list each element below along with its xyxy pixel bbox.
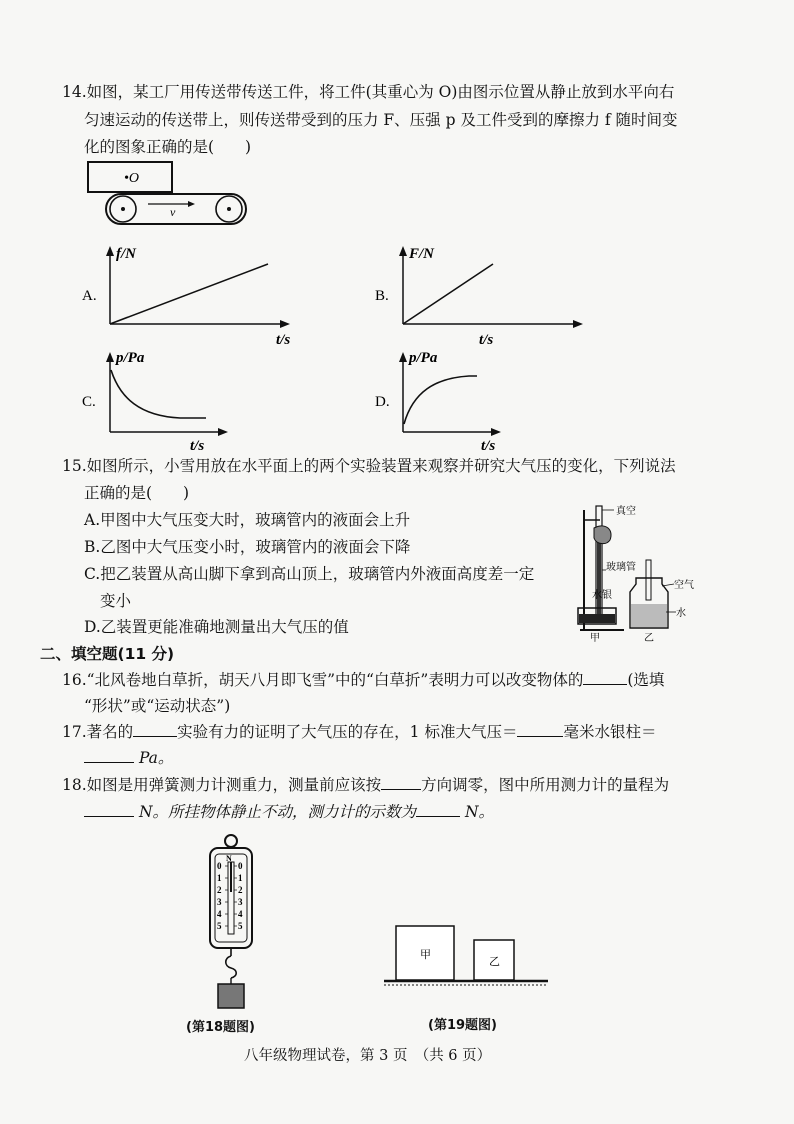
label-air: 空气 (674, 580, 694, 591)
arrowhead-icon (399, 352, 407, 362)
q15-stem1: 15.如图所示，小雪用放在水平面上的两个实验装置来观察并研究大气压的变化，下列说法 (62, 457, 676, 475)
graph-option-c (80, 346, 310, 454)
spring-scale-figure (198, 832, 264, 1014)
y-axis-label-c: p/Pa (116, 350, 145, 366)
q15-option-c2: 变小 (100, 592, 132, 610)
arrowhead-icon (218, 428, 228, 436)
arrowhead-icon (573, 320, 583, 328)
arrowhead-icon (280, 320, 290, 328)
label-yi: 乙 (644, 633, 654, 644)
block-jia-label: 甲 (420, 949, 431, 961)
q14-line3: 化的图象正确的是( ) (84, 138, 252, 156)
graph-option-a (80, 240, 310, 348)
scale-tick-1-right: 1 (238, 873, 243, 883)
option-label-b: B. (375, 288, 389, 304)
hook-ring (225, 835, 237, 847)
q16-text-1: 16.“北风卷地白草折，胡天八月即飞雪”中的“白草折”表明力可以改变物体的 (62, 671, 584, 689)
q17-line1 (62, 722, 656, 742)
arrowhead-icon (106, 246, 114, 256)
q17-text-2: 实验有力的证明了大气压的存在，1 标准大气压＝ (177, 723, 518, 741)
label-jia: 甲 (590, 633, 600, 644)
q16-line1 (62, 670, 664, 690)
curve-c (111, 370, 206, 418)
curve-a (110, 264, 268, 324)
label-water: 水 (676, 608, 686, 619)
q17-answer-blank-3[interactable] (84, 748, 134, 763)
q17-answer-blank-1[interactable] (133, 722, 177, 737)
x-axis-label-d: t/s (481, 438, 496, 454)
q17-line2 (84, 748, 173, 768)
q16-text-2: (选填 (627, 671, 665, 689)
x-axis-label-c: t/s (190, 438, 205, 454)
x-axis-label-b: t/s (479, 332, 494, 348)
scale-tick-0-right: 0 (238, 861, 243, 871)
scale-unit: N (226, 854, 232, 863)
q18-answer-blank-1[interactable] (381, 775, 421, 790)
y-axis-label-a: f/N (116, 246, 136, 262)
arrowhead-icon (188, 201, 195, 207)
q18-text-4: N。 (464, 803, 495, 821)
arrowhead-icon (106, 352, 114, 362)
q16-answer-blank[interactable] (583, 670, 627, 685)
q15-option-a: A.甲图中大气压变大时，玻璃管内的液面会上升 (84, 511, 411, 529)
graph-option-d (373, 346, 603, 454)
block-yi-label: 乙 (489, 956, 500, 968)
arrowhead-icon (491, 428, 501, 436)
q18-line2 (84, 802, 494, 822)
q17-text-3: 毫米水银柱＝ (563, 723, 657, 741)
scale-tick-4: 4 (217, 909, 222, 919)
label-vacuum: 真空 (616, 506, 636, 517)
scale-tick-5-right: 5 (238, 921, 243, 931)
option-label-d: D. (375, 394, 390, 410)
graph-option-b (373, 240, 603, 348)
blocks-figure (380, 920, 560, 990)
barometer-apparatus-figure (566, 500, 716, 645)
center-of-mass-label: •O (124, 171, 140, 186)
conveyor-belt-figure (80, 158, 260, 230)
q18-answer-blank-3[interactable] (416, 802, 460, 817)
q17-text-1: 17.著名的 (62, 723, 134, 741)
q14-line2: 匀速运动的传送带上，则传送带受到的压力 F、压强 p 及工件受到的摩擦力 f 随时间变 (84, 111, 678, 129)
scale-tick-4-right: 4 (238, 909, 243, 919)
q18-text-2: 方向调零，图中所用测力计的量程为 (421, 776, 670, 794)
mercury-column (597, 540, 601, 618)
label-glass-tube: 玻璃管 (606, 562, 636, 573)
velocity-label: v (170, 205, 176, 219)
hook (226, 956, 237, 978)
bottle-tube (646, 560, 651, 600)
scale-tick-3: 3 (217, 897, 222, 907)
scale-tick-0: 0 (217, 861, 222, 871)
scale-tick-5: 5 (217, 921, 222, 931)
q15-option-d: D.乙装置更能准确地测量出大气压的值 (84, 618, 349, 636)
q15-option-c1: C.把乙装置从高山脚下拿到高山顶上，玻璃管内外液面高度差一定 (84, 565, 535, 583)
belt-loop (106, 194, 246, 224)
x-axis-label-a: t/s (276, 332, 291, 348)
arrowhead-icon (399, 246, 407, 256)
fig19-caption: (第19题图) (428, 1018, 497, 1033)
q18-text-1: 18.如图是用弹簧测力计测重力，测量前应该按 (62, 776, 382, 794)
section-2-title: 二、填空题(11 分) (40, 645, 175, 663)
y-axis-label-b: F/N (409, 246, 435, 262)
page-footer: 八年级物理试卷，第 3 页 （共 6 页） (244, 1048, 492, 1064)
q14-line1: 14.如图，某工厂用传送带传送工件，将工件(其重心为 O)由图示位置从静止放到水平向右 (62, 83, 675, 101)
q17-answer-blank-2[interactable] (517, 722, 563, 737)
q15-stem2: 正确的是( ) (84, 484, 190, 502)
scale-tick-3-right: 3 (238, 897, 243, 907)
q18-answer-blank-2[interactable] (84, 802, 134, 817)
label-mercury: 水银 (592, 590, 612, 601)
hanging-weight (218, 984, 244, 1008)
q18-text-3: N。所挂物体静止不动，测力计的示数为 (138, 803, 417, 821)
option-label-a: A. (82, 288, 97, 304)
scale-tick-2-right: 2 (238, 885, 243, 895)
y-axis-label-d: p/Pa (409, 350, 438, 366)
scale-tick-2: 2 (217, 885, 222, 895)
fig18-caption: (第18题图) (186, 1020, 255, 1035)
curve-b (403, 264, 493, 324)
q15-option-b: B.乙图中大气压变小时，玻璃管内的液面会下降 (84, 538, 411, 556)
q16-line2: “形状”或“运动状态”) (84, 697, 231, 715)
q17-unit: Pa。 (138, 749, 174, 767)
scale-tick-1: 1 (217, 873, 222, 883)
option-label-c: C. (82, 394, 96, 410)
q18-line1 (62, 775, 669, 795)
curve-d (404, 376, 477, 424)
